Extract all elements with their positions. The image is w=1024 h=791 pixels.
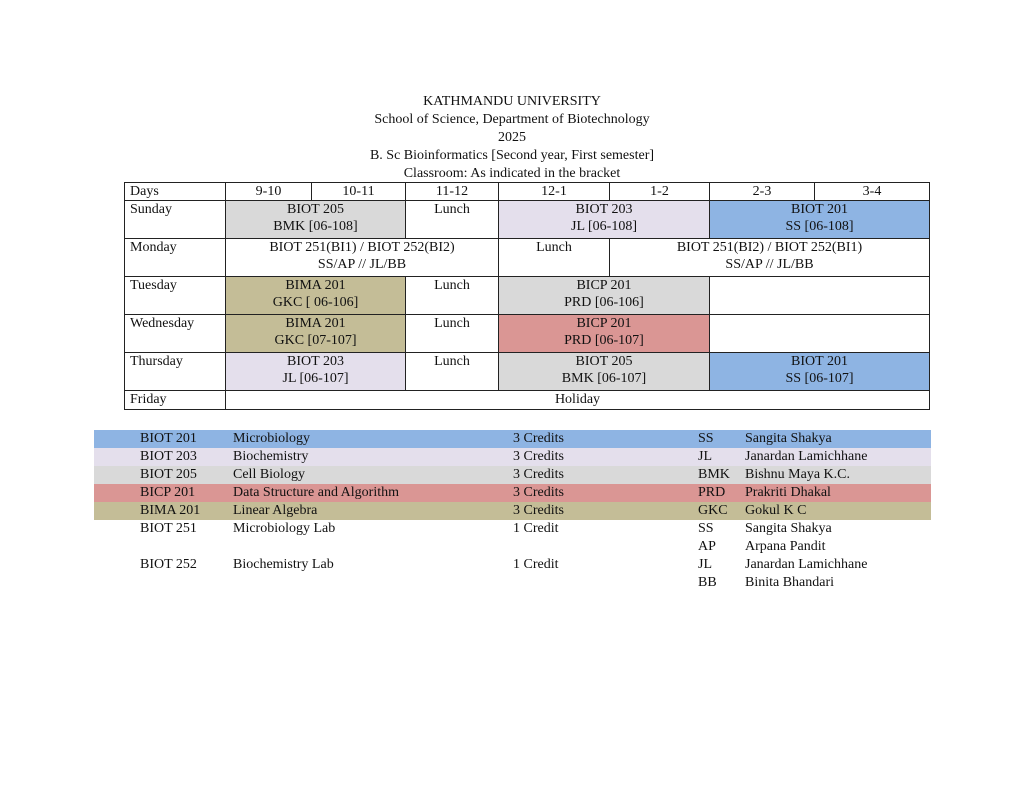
legend-credits: 3 Credits <box>513 449 564 464</box>
class-cell-bima201 <box>226 315 406 353</box>
lunch-cell: Lunch <box>499 239 610 277</box>
legend-row <box>94 538 931 556</box>
class-cell-lab <box>610 239 930 277</box>
lunch-cell: Lunch <box>406 277 499 315</box>
legend-code: BIOT 251 <box>140 521 197 536</box>
class-cell-biot205 <box>499 353 710 391</box>
legend-code: BIMA 201 <box>140 503 201 518</box>
legend-credits: 1 Credit <box>513 521 559 536</box>
legend-instructor: Gokul K C <box>745 503 807 518</box>
legend-instructor: Prakriti Dhakal <box>745 485 831 500</box>
year: 2025 <box>498 130 526 145</box>
classroom-note: Classroom: As indicated in the bracket <box>403 166 621 181</box>
legend-code: BIOT 252 <box>140 557 197 572</box>
legend-abbr: SS <box>698 521 714 536</box>
slot-header: 9-10 <box>226 183 312 201</box>
legend-row <box>94 502 931 520</box>
legend-course-name: Data Structure and Algorithm <box>233 485 400 500</box>
slot-header: 11-12 <box>406 183 499 201</box>
room-info: PRD [06-107] <box>564 333 644 348</box>
room-info: BMK [06-107] <box>561 371 647 386</box>
class-cell-bicp201 <box>499 315 710 353</box>
legend-course-name: Cell Biology <box>233 467 305 482</box>
course-code: BIOT 251(BI2) / BIOT 252(BI1) <box>676 240 863 255</box>
room-info: GKC [ 06-106] <box>272 295 359 310</box>
legend-row <box>94 556 931 574</box>
row-monday <box>125 239 930 277</box>
legend-credits: 3 Credits <box>513 503 564 518</box>
school-name: School of Science, Department of Biotechnology <box>374 112 650 127</box>
legend-credits: 1 Credit <box>513 557 559 572</box>
legend-course-name: Microbiology <box>233 431 310 446</box>
program-title: B. Sc Bioinformatics [Second year, First semester] <box>369 148 655 163</box>
room-info: SS [06-108] <box>785 219 854 234</box>
legend-instructor: Sangita Shakya <box>745 521 832 536</box>
legend-instructor: Bishnu Maya K.C. <box>745 467 850 482</box>
row-friday <box>125 391 930 410</box>
room-info: SS/AP // JL/BB <box>317 257 407 272</box>
day-label: Thursday <box>125 353 226 391</box>
legend-code: BICP 201 <box>140 485 196 500</box>
class-cell-biot201 <box>710 201 930 239</box>
legend-instructor: Janardan Lamichhane <box>745 449 868 464</box>
class-cell-bima201 <box>226 277 406 315</box>
legend-row <box>94 484 931 502</box>
course-code: BICP 201 <box>576 278 632 293</box>
legend-abbr: PRD <box>698 485 726 500</box>
legend-row <box>94 466 931 484</box>
room-info: JL [06-107] <box>282 371 349 386</box>
timetable <box>124 182 930 410</box>
days-header: Days <box>125 183 226 201</box>
legend-row <box>94 448 931 466</box>
legend-instructor: Sangita Shakya <box>745 431 832 446</box>
course-code: BIOT 203 <box>287 354 344 369</box>
slot-header: 10-11 <box>312 183 406 201</box>
course-code: BIOT 205 <box>575 354 633 369</box>
class-cell-biot203 <box>226 353 406 391</box>
course-code: BIMA 201 <box>285 316 346 331</box>
course-code: BIOT 251(BI1) / BIOT 252(BI2) <box>269 240 455 255</box>
holiday-cell: Holiday <box>226 391 930 410</box>
slot-header: 1-2 <box>610 183 710 201</box>
course-legend <box>94 430 931 592</box>
university-name: KATHMANDU UNIVERSITY <box>423 94 601 109</box>
legend-abbr: JL <box>698 557 712 572</box>
course-code: BIOT 203 <box>575 202 633 217</box>
course-code: BIOT 201 <box>791 354 848 369</box>
lunch-cell: Lunch <box>406 201 499 239</box>
legend-course-name: Biochemistry <box>233 449 309 464</box>
legend-credits: 3 Credits <box>513 467 564 482</box>
course-code: BICP 201 <box>576 316 632 331</box>
row-sunday <box>125 201 930 239</box>
day-label: Wednesday <box>125 315 226 353</box>
slot-header: 3-4 <box>815 183 930 201</box>
timetable-header-row <box>125 183 930 201</box>
legend-course-name: Biochemistry Lab <box>233 557 334 572</box>
class-cell-biot203 <box>499 201 710 239</box>
room-info: BMK [06-108] <box>273 219 358 234</box>
legend-code: BIOT 201 <box>140 431 197 446</box>
course-code: BIOT 201 <box>791 202 848 217</box>
legend-abbr: JL <box>698 449 712 464</box>
legend-abbr: GKC <box>698 503 728 518</box>
class-cell-lab <box>226 239 499 277</box>
room-info: SS [06-107] <box>785 371 854 386</box>
legend-row <box>94 430 931 448</box>
course-code: BIOT 205 <box>287 202 344 217</box>
legend-credits: 3 Credits <box>513 485 564 500</box>
document-header <box>0 93 1024 183</box>
legend-course-name: Microbiology Lab <box>233 521 336 536</box>
room-info: JL [06-108] <box>571 219 637 234</box>
legend-instructor: Binita Bhandari <box>745 575 835 590</box>
empty-cell <box>710 277 930 315</box>
legend-code: BIOT 205 <box>140 467 197 482</box>
legend-course-name: Linear Algebra <box>233 503 318 518</box>
slot-header: 2-3 <box>710 183 815 201</box>
lunch-cell: Lunch <box>406 353 499 391</box>
legend-row <box>94 520 931 538</box>
course-code: BIMA 201 <box>285 278 346 293</box>
row-wednesday <box>125 315 930 353</box>
room-info: PRD [06-106] <box>564 295 644 310</box>
legend-abbr: BB <box>698 575 717 590</box>
day-label: Tuesday <box>125 277 226 315</box>
day-label: Monday <box>125 239 226 277</box>
empty-cell <box>710 315 930 353</box>
class-cell-biot201 <box>710 353 930 391</box>
legend-abbr: SS <box>698 431 714 446</box>
legend-instructor: Janardan Lamichhane <box>745 557 868 572</box>
day-label: Friday <box>125 391 226 410</box>
room-info: SS/AP // JL/BB <box>725 257 814 272</box>
legend-instructor: Arpana Pandit <box>745 539 826 554</box>
room-info: GKC [07-107] <box>274 333 357 348</box>
lunch-cell: Lunch <box>406 315 499 353</box>
day-label: Sunday <box>125 201 226 239</box>
class-cell-bicp201 <box>499 277 710 315</box>
legend-abbr: AP <box>698 539 716 554</box>
class-cell-biot205 <box>226 201 406 239</box>
row-thursday <box>125 353 930 391</box>
slot-header: 12-1 <box>499 183 610 201</box>
legend-row <box>94 574 931 592</box>
legend-credits: 3 Credits <box>513 431 564 446</box>
legend-abbr: BMK <box>698 467 730 482</box>
legend-code: BIOT 203 <box>140 449 197 464</box>
row-tuesday <box>125 277 930 315</box>
